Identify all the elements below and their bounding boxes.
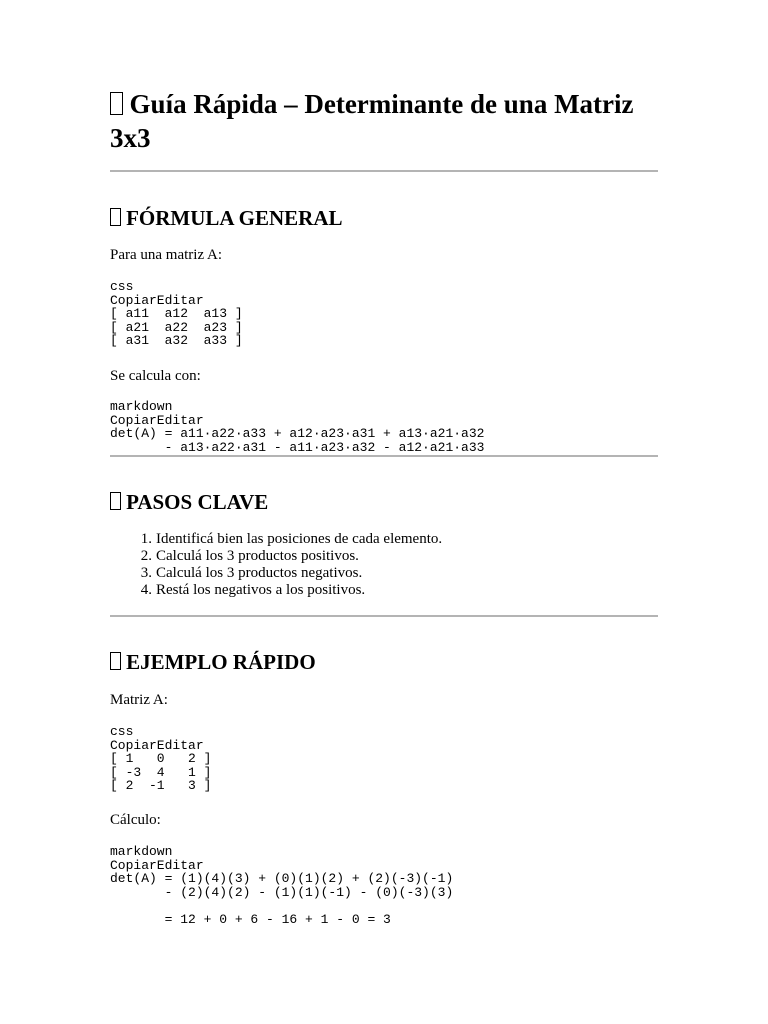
section-heading-text: EJEMPLO RÁPIDO	[126, 650, 316, 674]
list-item: 1. Identificá bien las posiciones de cada elemento.	[140, 531, 443, 547]
code-block-formula: markdown CopiarEditar det(A) = a11·a22·a33 + a12·a23·a31 + a13·a21·a32 - a13·a22·a31 - a11·a23·a32 - a12·a21·a33	[110, 399, 485, 455]
code-block-matrix-example: css CopiarEditar [ 1 0 2 ] [ -3 4 1 ] [ 2 -1 3 ]	[110, 724, 212, 794]
code-block-calculation: markdown CopiarEditar det(A) = (1)(4)(3) + (0)(1)(2) + (2)(-3)(-1) - (2)(4)(2) - (1)(1)(-1) - (0)(-3)(3) = 12 + 0 + 6 - 16 + 1 - 0 = 3	[110, 844, 454, 927]
missing-emoji-icon	[110, 92, 123, 114]
list-item: 4. Restá los negativos a los positivos.	[140, 582, 366, 598]
section-heading-text: PASOS CLAVE	[126, 490, 269, 514]
divider	[110, 170, 658, 172]
code-block-matrix-general: css CopiarEditar [ a11 a12 a13 ] [ a21 a22 a23 ] [ a31 a32 a33 ]	[110, 279, 243, 349]
example-intro: Matriz A:	[110, 692, 168, 708]
formula-intro: Para una matriz A:	[110, 247, 223, 263]
example-calc-label: Cálculo:	[110, 812, 161, 828]
missing-emoji-icon	[110, 208, 121, 226]
section-heading-formula	[110, 205, 343, 231]
section-heading-example	[110, 649, 316, 675]
divider	[110, 615, 658, 617]
missing-emoji-icon	[110, 492, 121, 510]
missing-emoji-icon	[110, 652, 121, 670]
section-heading-steps	[110, 489, 268, 515]
page-title-text: Guía Rápida – Determinante de una Matriz 3x3	[110, 89, 634, 153]
list-item: 2. Calculá los 3 productos positivos.	[140, 548, 359, 564]
section-heading-text: FÓRMULA GENERAL	[126, 206, 343, 230]
steps-list	[110, 531, 442, 599]
divider	[110, 455, 658, 457]
page-title	[110, 87, 658, 155]
list-item: 3. Calculá los 3 productos negativos.	[140, 565, 363, 581]
formula-calc-label: Se calcula con:	[110, 368, 201, 384]
